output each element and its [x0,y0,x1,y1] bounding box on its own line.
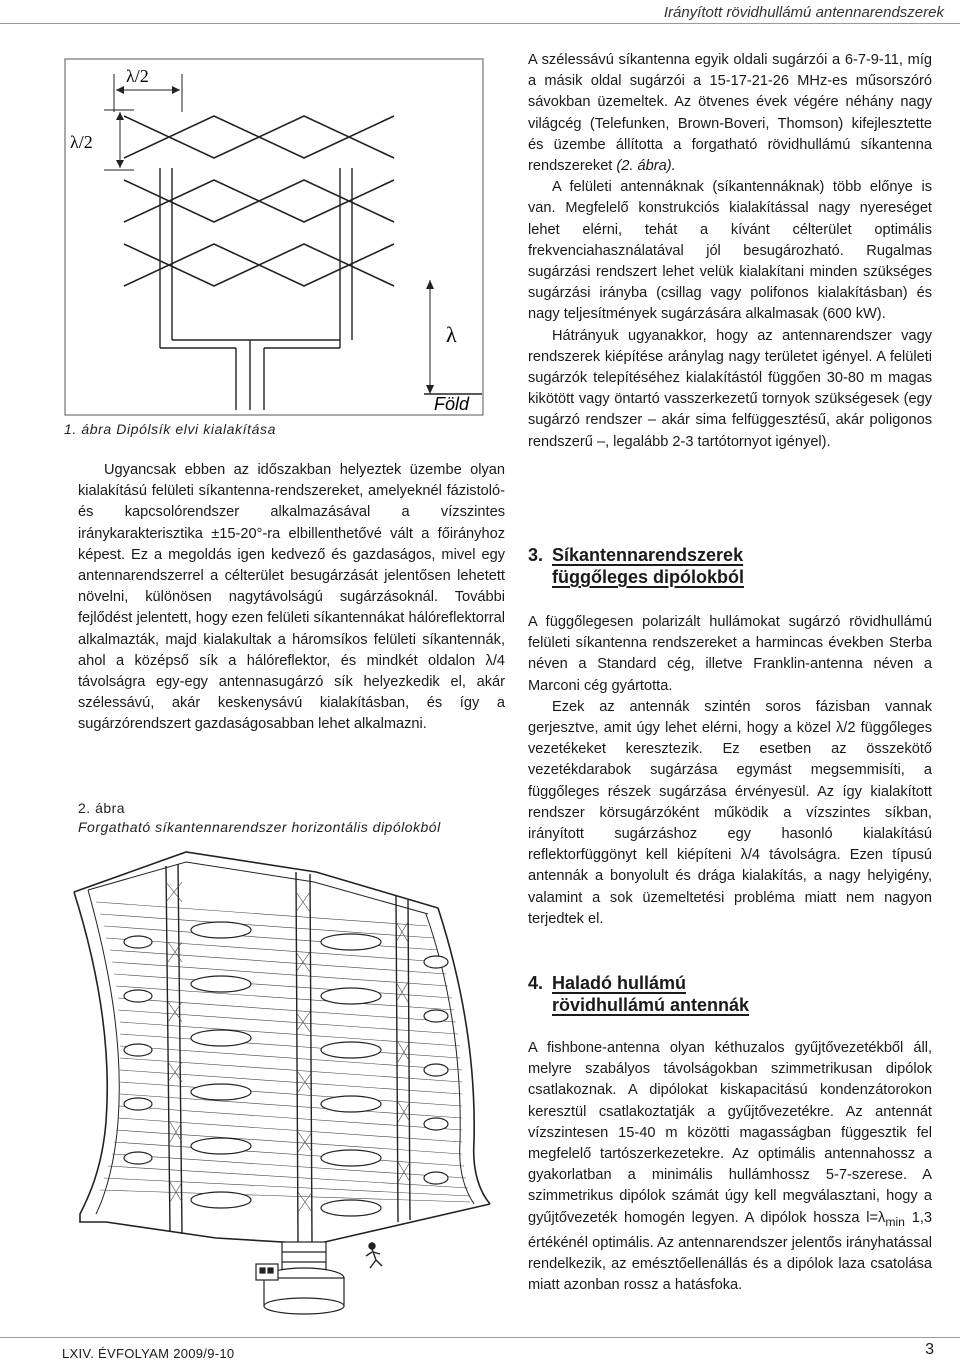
section-4-heading [528,972,932,1016]
section-3-heading [528,544,932,588]
dipole-row-1 [124,116,394,158]
left-column-text [78,460,505,736]
section-4-subscript: min [885,1214,905,1229]
footer-rule [0,1337,960,1338]
figure-2-caption-text: Forgatható síkantennarendszer horizontális dipólokból [78,819,441,835]
label-half-wave-v: λ/2 [70,132,93,152]
label-lambda: λ [446,322,457,347]
frame-right-outline [438,908,490,1204]
section-4-text-tail: 1,3 értékénél optimális. Az antennarendszer jelentős irányhatással rendelkezik, az emésztőellenállás és a dipólok laza csatolása miatt azonban rossz a hatásfoka. [528,1209,932,1294]
right-paragraph-2: A felületi antennáknak (síkantennáknak) több előnye is van. Megfelelő konstrukciós kialakítással nagy nyereséget lehet elérni, tehát a kívánt célterület optimális frekvenciahasználatával jól besugározható. Rugalmas sugárzási rendszert lehet velük kialakítani minden szükséges sugárzási irányba (csillag vagy polifonos kialakításban) és nagy teljesítmények sugárzására alkalmasak (600 kW). [528,179,932,323]
right-paragraph-1-text: A szélessávú síkantenna egyik oldali sugárzói a 6-7-9-11, míg a másik oldal sugárzói a 15-17-21-26 MHz-es műsorszóró sávokban üzemeltek. Az ötvenes évek végére néhány nagy világcég (Telefunken, Brown-Boveri, Thomson) kifejlesztette és üzembe állította a forgatható rövidhullámú síkantenna rendszereket [528,52,932,175]
section-4-text-main: A fishbone-antenna olyan kéthuzalos gyűjtővezetékből áll, melyre szabályos távolságokban szimmetrikusan dipólok csatlakoznak. A dipólokat kiskapacitású kondenzátorokon keresztül csatlakoztatják a gyűjtővezetékre. Az antennát vízszintesen 15-40 m közötti magasságban függesztik fel megfelelő tartószerkezetekre. Az optimális antennahossz a gyakorlatban a minimális hullámhossz 5-7-szerese. A szimmetrikus dipólok számát úgy kell megválasztani, hogy a gyűjtővezeték homogén legyen. A dipólok hossza l=λ [528,1040,932,1226]
page-number: 3 [925,1341,934,1358]
figure-2-reference: (2. ábra). [612,158,676,175]
label-half-wave-h: λ/2 [126,66,149,86]
section-3-paragraph-1: A függőlegesen polarizált hullámokat sugárzó rövidhullámú felületi síkantenna rendszereket a harmincas években Sterba néven a Standard cég, illetve Franklin-antenna néven a Marconi cég gyártotta. [528,614,932,694]
figure-1-drawing [64,58,484,416]
running-header: Irányított rövidhullámú antennarendszerek [663,4,944,21]
section-4-number: 4. [528,973,544,993]
footer-journal: LXIV. ÉVFOLYAM 2009/9-10 [62,1346,235,1361]
figure-2-rotatable-antenna [66,842,506,1316]
feed-lines [160,168,352,410]
section-3-paragraph-2: Ezek az antennák szintén soros fázisban vannak gerjesztve, amit úgy lehet elérni, hogy a közel λ/2 függőleges vezetékeket keresztezik. Ez esetben az összekötő vezetékdarabok sugárzása egymást megsemmisíti, a függőleges részek sugárzása érvényesül. Az így kialakított rendszer körsugárzóként működik a vízszintes síkban, irányított sugárzáshoz egy hasonló kialakítású reflektorfüggönyt kell kiépíteni λ/4 távolságra. Ezen típusú antennák a bonyolult és drága kialakítás, a nagy helyigény, valamint a sok üzemeltetési probléma miatt nem nagyon terjedtek el. [528,698,932,927]
human-figure [366,1243,382,1268]
header-rule [0,23,960,24]
section-4-body [528,1038,932,1296]
section-4-title-line-1: Haladó hullámú [552,973,687,993]
rotating-base [256,1242,344,1314]
section-4-paragraph-1 [528,1038,932,1296]
right-paragraph-3: Hátrányuk ugyanakkor, hogy az antennarendszer vagy rendszerek kiépítése aránylag nagy területet igényel. A felületi sugárzók telepítéséhez kialakítástól függően 30-80 m magas kikötött vagy öntartó vasszerkezetű tornyok szükségesek (egy sugárzó rendszer – akár sima felfüggesztésű, akár poligonos rendszerű –, legalább 2-3 tartótornyot igényel). [528,327,932,450]
section-3-title-line-1: Síkantennarendszerek [552,545,744,565]
dipole-row-3 [124,244,394,286]
figure-1-frame [65,59,483,415]
figure-1-caption: 1. ábra Dipólsík elvi kialakítása [64,421,276,437]
frame-left-outline [74,892,107,1222]
section-3-number: 3. [528,545,544,565]
right-column-text-1 [528,50,932,453]
left-paragraph-1: Ugyancsak ebben az időszakban helyeztek üzembe olyan kialakítású felületi síkantenna-rendszereket, amelyeknél fázistoló- és kapcsolórendszer alkalmazásával a vízszintes iránykarakterisztika ±15-20°-ra elbillenthetővé vált a főirányhoz képest. Ez a megoldás igen kedvező és gazdaságos, mivel egy antennarendszerrel a célterület besugárzását jelentősen lehetett növelni, különösen nagytávolságú sugárzásoknál. További fejlődést jelentett, hogy ezen felületi síkantennákat hálóreflektorral alkalmazták, majd kialakultak a háromsíkos felületi síkantennák, ahol a középső sík a hálóreflektor, és mindkét oldalon λ/4 távolságra egy-egy antennasugárzó sík helyezkedik el, akár szélessávú, akár keskenysávú kialakításban, és így a sugárzórendszert gazdaságosabban lehet alkalmazni. [78,462,505,733]
figure-2-drawing [66,842,506,1316]
right-paragraph-1 [528,50,932,177]
section-3-title-line-2: függőleges dipólokból [552,567,744,587]
frame-top-outline [74,852,438,908]
frame-top-inner [88,862,428,914]
section-3-body [528,612,932,930]
figure-1-dipole-plane [64,58,484,416]
figure-2-caption [78,799,508,837]
label-ground: Föld [434,394,470,414]
dipole-row-2 [124,180,394,222]
section-4-title-line-2: rövidhullámú antennák [552,995,750,1015]
figure-2-caption-label: 2. ábra [78,800,126,816]
